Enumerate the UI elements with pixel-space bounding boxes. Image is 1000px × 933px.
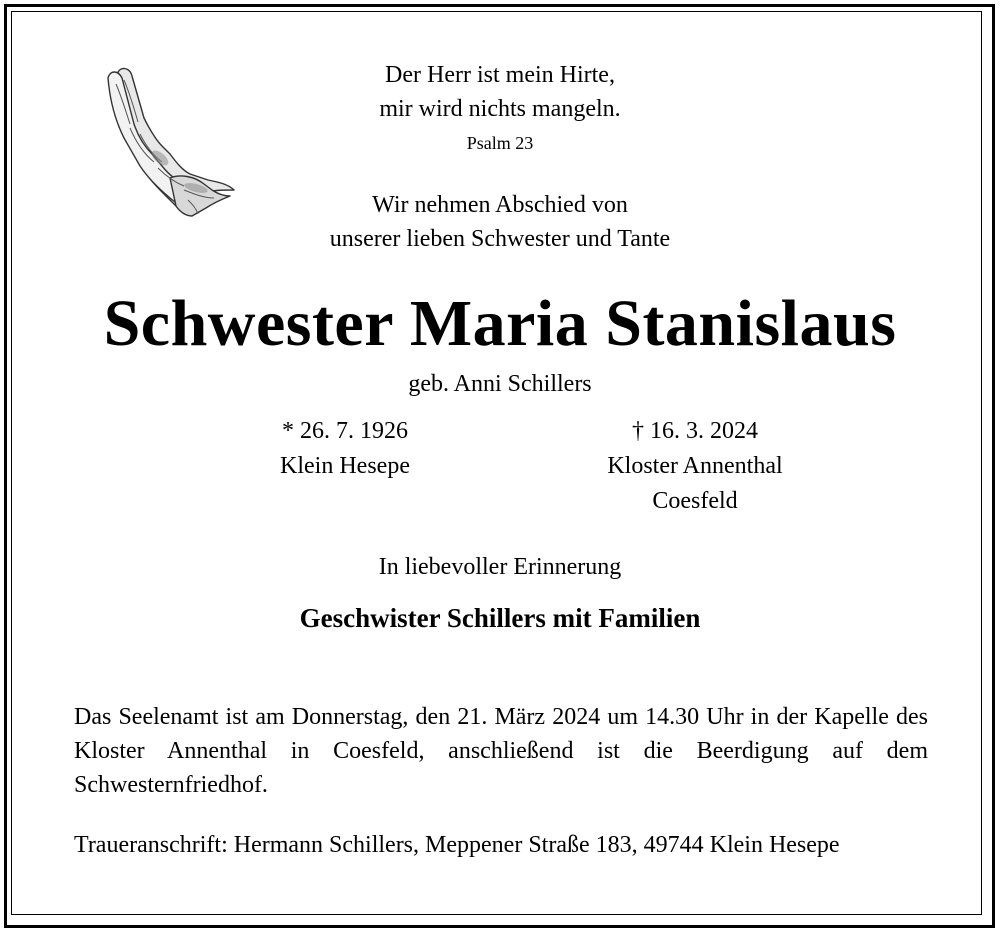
intro-line-2: unserer lieben Schwester und Tante [329, 226, 671, 252]
psalm-line-2: mir wird nichts mangeln. [379, 96, 621, 122]
intro-line-1: Wir nehmen Abschied von [372, 192, 628, 218]
death-date: † 16. 3. 2024 [632, 418, 758, 444]
death-place-line-1: Kloster Annenthal [607, 453, 783, 479]
memory-text: In liebevoller Erinnerung [378, 554, 622, 580]
death-place-line-2: Coesfeld [652, 488, 738, 514]
family-signature: Geschwister Schillers mit Familien [299, 603, 701, 633]
deceased-name: Schwester Maria Stanislaus [103, 287, 897, 360]
birth-place: Klein Hesepe [280, 453, 410, 479]
birth-name: geb. Anni Schillers [408, 371, 592, 397]
mourning-address: Traueranschrift: Hermann Schillers, Meppener Straße 183, 49744 Klein Hesepe [74, 832, 840, 858]
psalm-line-1: Der Herr ist mein Hirte, [385, 62, 615, 88]
service-details: Das Seelenamt ist am Donnerstag, den 21. März 2024 um 14.30 Uhr in der Kapelle des Kloster Annenthal in Coesfeld, anschließend ist die Beerdigung auf dem Schwesternfriedhof. [74, 704, 928, 798]
birth-date: * 26. 7. 1926 [282, 418, 408, 444]
psalm-reference: Psalm 23 [466, 133, 534, 153]
